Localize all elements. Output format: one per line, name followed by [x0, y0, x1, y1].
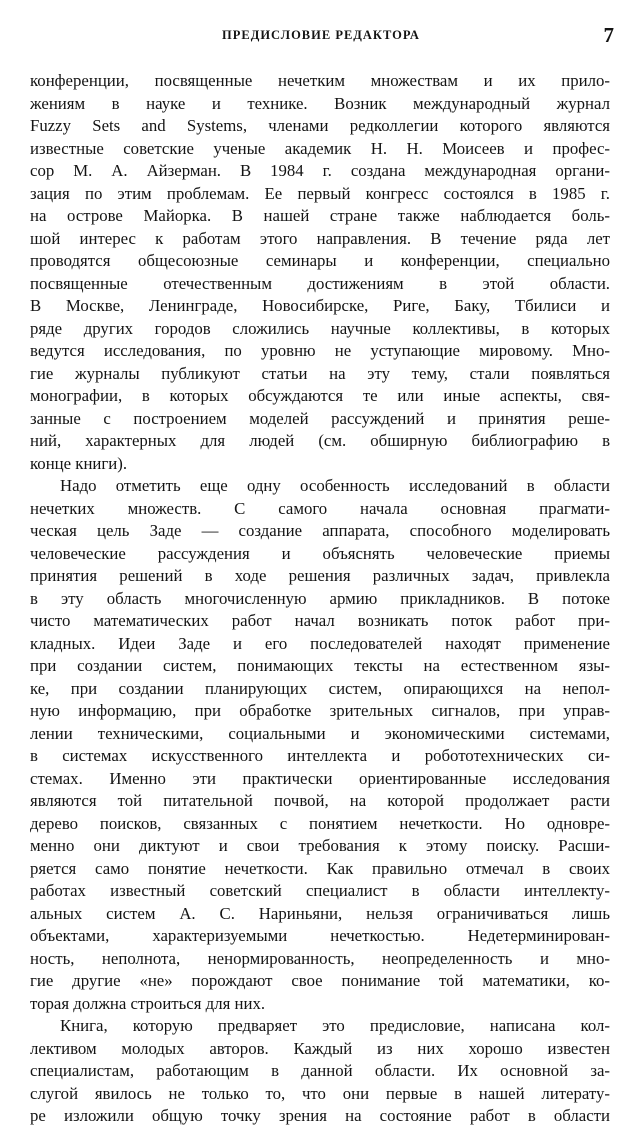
text-line: проводятся общесоюзные семинары и конференции, специально: [30, 251, 610, 270]
text-line: ческая цель Заде — создание аппарата, способного моделировать: [30, 521, 610, 540]
text-line: гие другие «не» порождают свое понимание той математики, ко-: [30, 971, 610, 990]
text-line: ний, характерных для людей (см. обширную библиографию в: [30, 431, 610, 450]
text-line: ную информацию, при обработке зрительных сигналов, при управ-: [30, 701, 610, 720]
text-line: занные с построением моделей рассуждений и принятия реше-: [30, 408, 610, 428]
text-line: ряде других городов сложились научные коллективы, в которых: [30, 318, 610, 338]
text-line: В Москве, Ленинграде, Новосибирске, Риге, Баку, Тбилиси и: [30, 296, 610, 315]
text-line: посвященные отечественным достижениям в этой области.: [30, 273, 610, 293]
text-line: работах известный советский специалист в области интеллекту-: [30, 881, 610, 900]
text-line: менно они диктуют и свои требования к этому поиску. Расши-: [30, 836, 610, 855]
text-line: являются той питательной почвой, на которой продолжает расти: [30, 791, 610, 810]
text-line: ряется само понятие нечеткости. Как правильно отмечал в своих: [30, 858, 610, 878]
text-line: человеческие рассуждения и объяснять человеческие приемы: [30, 543, 610, 563]
text-line: конференции, посвященные нечетким множествам и их прило-: [30, 71, 610, 90]
text-line: кладных. Идеи Заде и его последователей находят применение: [30, 633, 610, 653]
text-line: ре изложили общую точку зрения на состояние работ в области: [30, 1106, 610, 1125]
text-line: стемах. Именно эти практически ориентированные исследования: [30, 768, 610, 788]
text-line: принятия решений в ходе решения различных задач, привлекла: [30, 566, 610, 585]
text-line: зация по этим проблемам. Ее первый конгресс состоялся в 1985 г.: [30, 183, 610, 203]
text-line: нечетких множеств. С самого начала основная прагмати-: [30, 498, 610, 518]
text-line: ке, при создании планирующих систем, опирающихся на непол-: [30, 678, 610, 698]
paragraph-end-line: конце книги).: [30, 453, 128, 473]
text-line: объектами, характеризуемыми нечеткостью. Недетерминирован-: [30, 926, 610, 945]
text-line: в системах искусственного интеллекта и робототехнических си-: [30, 746, 610, 765]
page-number: 7: [603, 23, 614, 47]
text-line: монографии, в которых обсуждаются те или иные аспекты, свя-: [30, 386, 610, 405]
running-head: [28, 22, 614, 48]
text-line: чисто математических работ начал возникать поток работ при-: [30, 611, 610, 630]
text-line: лении техническими, социальными и экономическими системами,: [30, 723, 610, 743]
text-line: сор М. А. Айзерман. В 1984 г. создана международная органи-: [30, 161, 610, 180]
text-line: дерево поисков, связанных с понятием нечеткости. Но одновре-: [30, 813, 610, 833]
text-line: специалистам, работающим в данной области. Их основной за-: [30, 1061, 610, 1080]
text-line: Fuzzy Sets and Systems, членами редколлегии которого являются: [30, 116, 610, 135]
body-text: [30, 70, 610, 1128]
text-line: лективом молодых авторов. Каждый из них хорошо известен: [30, 1038, 610, 1058]
text-line: гие журналы публикуют статьи на эту тему, стали появляться: [30, 363, 610, 383]
text-line: в эту область многочисленную армию прикладников. В потоке: [30, 588, 610, 608]
text-line: слугой явилось не только то, что они первые в нашей литерату-: [30, 1083, 610, 1103]
paragraph-end-line: торая должна строиться для них.: [30, 993, 266, 1013]
paragraph-start-line: Книга, которую предваряет это предисловие, написана кол-: [60, 1016, 610, 1035]
text-line: известные советские ученые академик Н. Н. Моисеев и профес-: [30, 138, 610, 158]
text-line: на острове Майорка. В нашей стране также наблюдается боль-: [30, 206, 610, 225]
text-line: альных систем А. С. Нариньяни, нельзя ограничиваться лишь: [30, 903, 610, 923]
text-line: при создании систем, понимающих тексты на естественном язы-: [30, 656, 610, 675]
paragraph-start-line: Надо отметить еще одну особенность исследований в области: [60, 476, 610, 495]
running-title: ПРЕДИСЛОВИЕ РЕДАКТОРА: [222, 28, 420, 42]
text-line: жениям в науке и технике. Возник международный журнал: [30, 93, 610, 113]
text-line: ность, неполнота, ненормированность, неопределенность и мно-: [30, 948, 610, 968]
text-line: шой интерес к работам этого направления. В течение ряда лет: [30, 228, 610, 248]
text-line: ведутся исследования, по уровню не уступающие мировому. Мно-: [30, 341, 610, 360]
